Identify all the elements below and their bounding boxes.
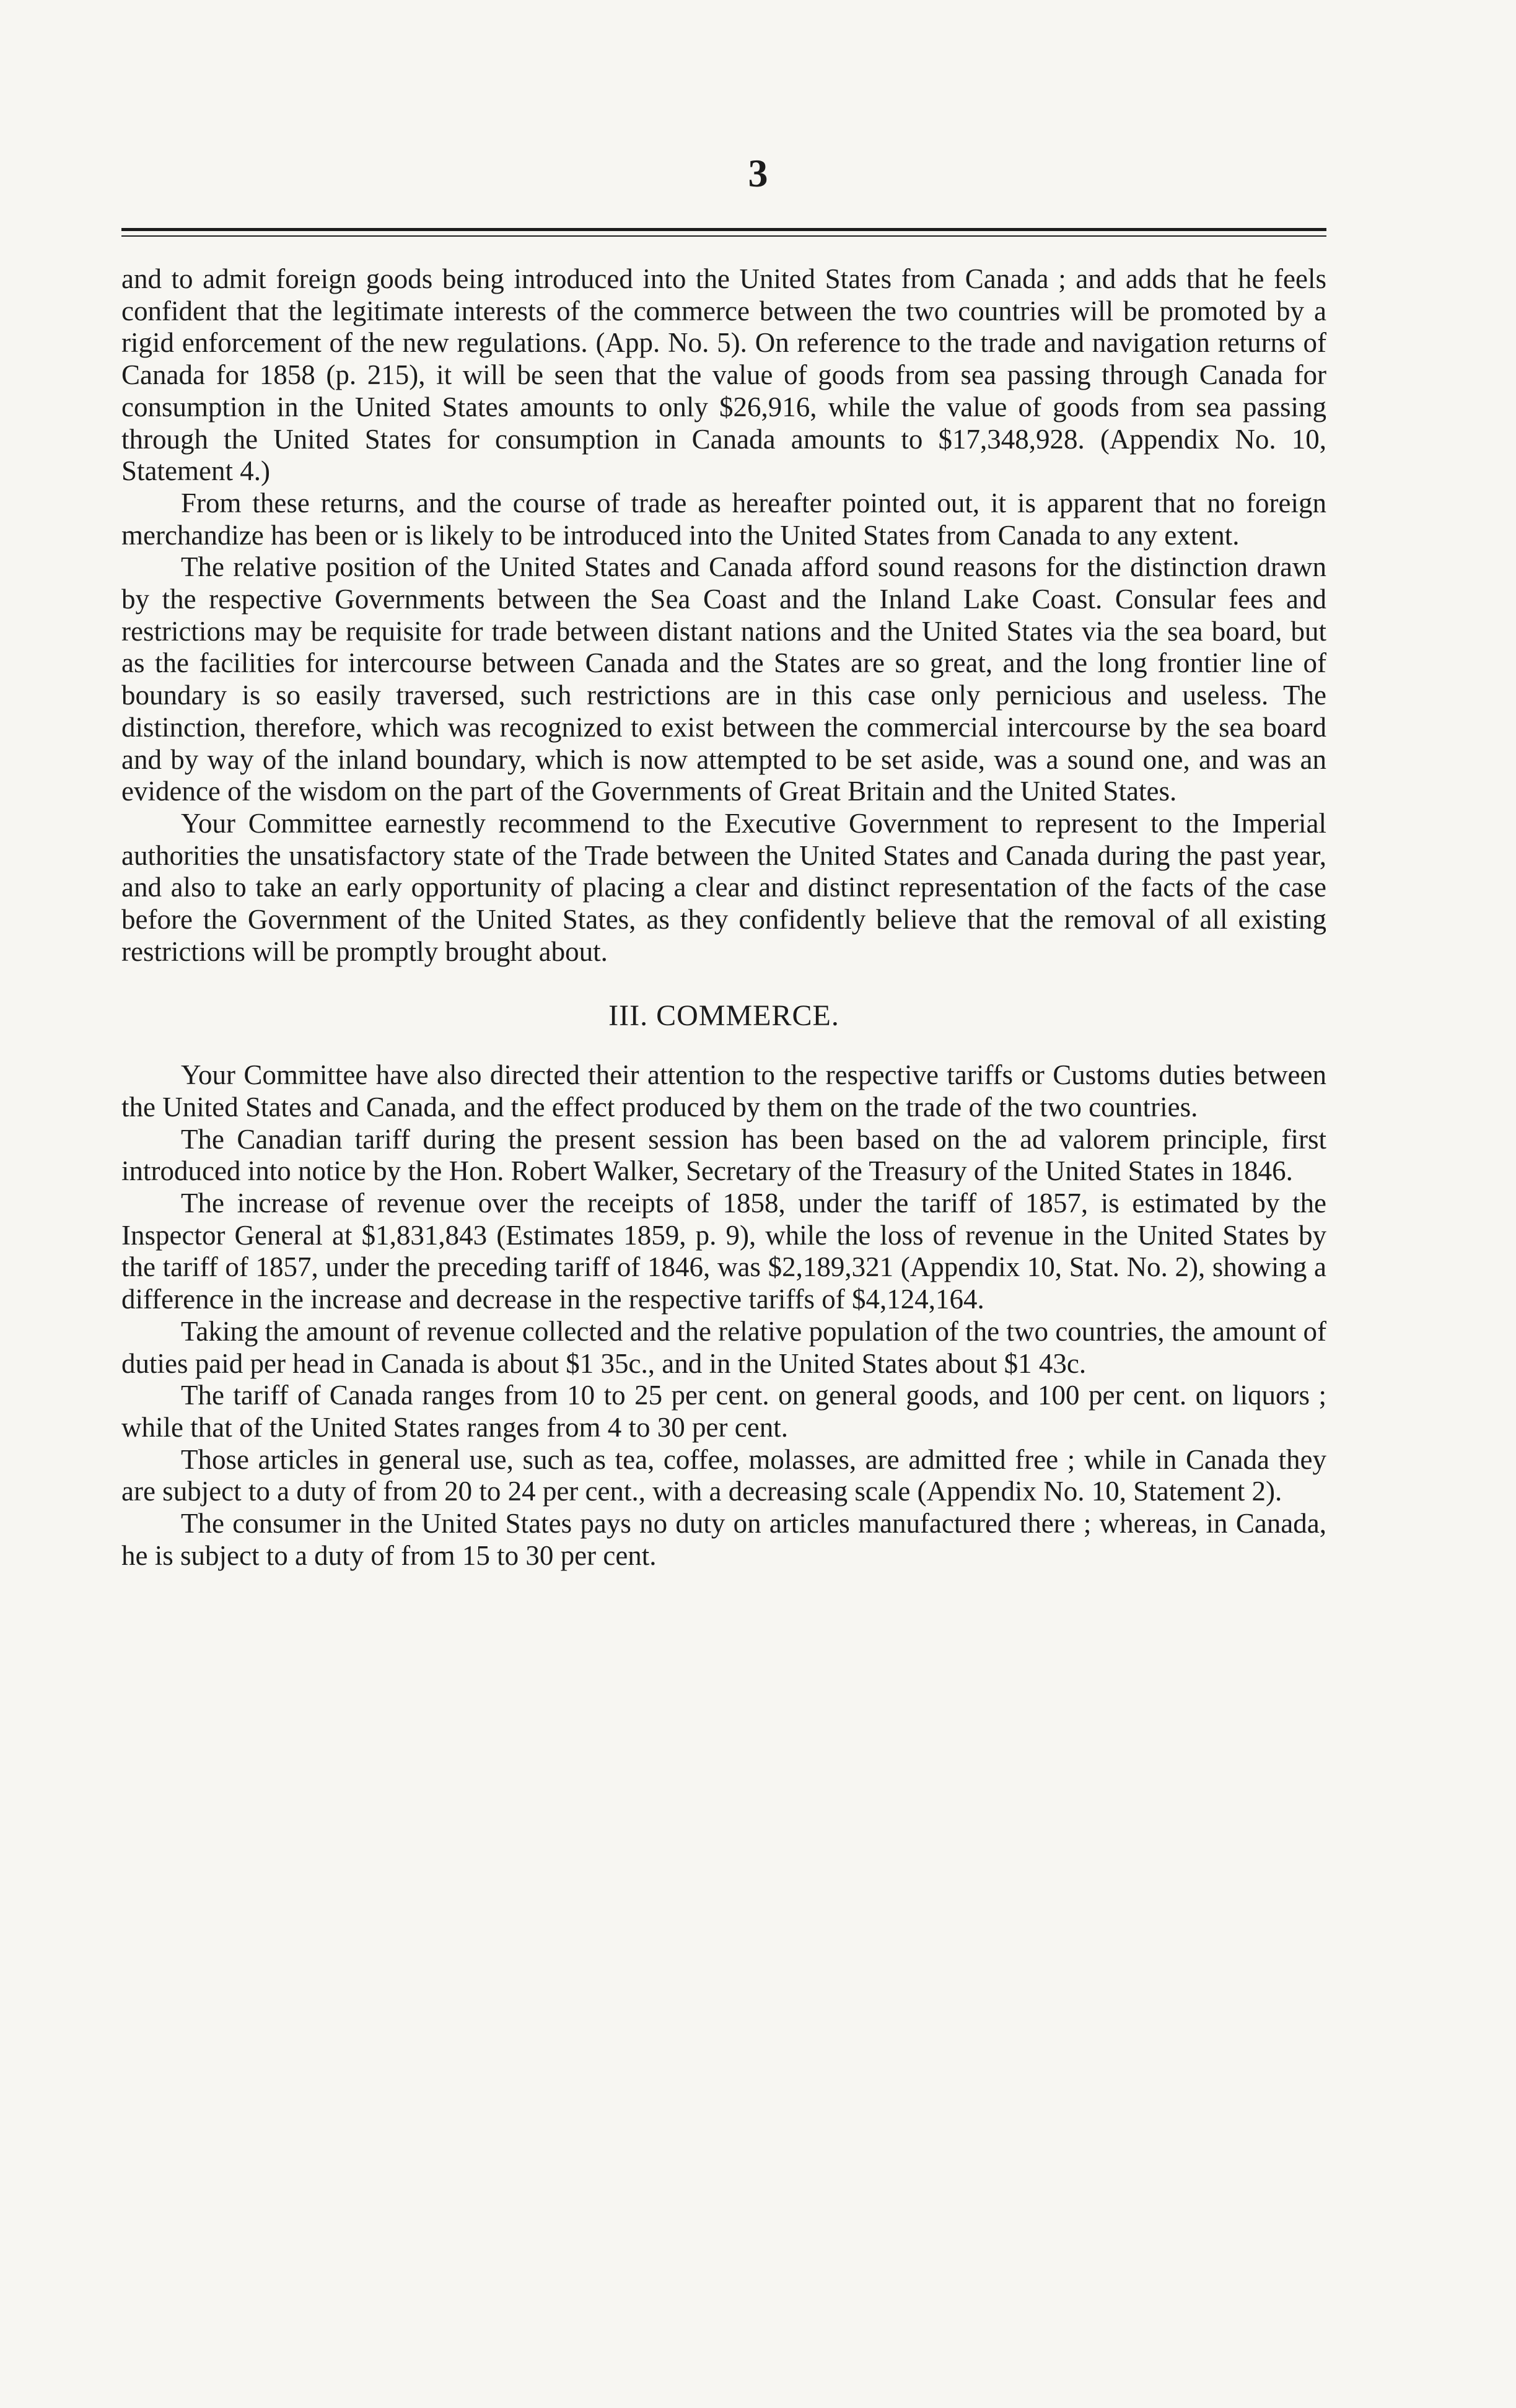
paragraph-general-articles: Those articles in general use, such as tea, coffee, molasses, are admitted free ; while in Canada they are subject to a duty of from 20 to 24 per cent., with a decreasing scale (Appendix No. 10, Statement 2). xyxy=(121,1443,1326,1507)
paragraph-continuation: and to admit foreign goods being introduced into the United States from Canada ; and adds that he feels confident that the legitimate interests of the commerce between the two countries will be promoted by a rigid enforcement of the new regulations. (App. No. 5). On reference to the trade and navigation returns of Canada for 1858 (p. 215), it will be seen that the value of goods from sea passing through Canada for consumption in the United States amounts to only $26,916, while the value of goods from sea passing through the United States for consumption in Canada amounts to $17,348,928. (Appendix No. 10, Statement 4.) xyxy=(121,263,1326,487)
header-rule-thick xyxy=(121,228,1326,231)
paragraph-canadian-tariff: The Canadian tariff during the present session has been based on the ad valorem principle, first introduced into notice by the Hon. Robert Walker, Secretary of the Treasury of the United States in 1846. xyxy=(121,1123,1326,1187)
paragraph-returns: From these returns, and the course of trade as hereafter pointed out, it is apparent that no foreign merchandize has been or is likely to be introduced into the United States from Canada to any extent. xyxy=(121,487,1326,551)
paragraph-duties-per-head: Taking the amount of revenue collected and the relative population of the two countries, the amount of duties paid per head in Canada is about $1 35c., and in the United States about $1 43c. xyxy=(121,1315,1326,1379)
paragraph-relative-position: The relative position of the United States and Canada afford sound reasons for the distinction drawn by the respective Governments between the Sea Coast and the Inland Lake Coast. Consular fees and restrictions may be requisite for trade between distant nations and the United States via the sea board, but as the facilities for intercourse between Canada and the States are so great, and the long frontier line of boundary is so easily traversed, such restrictions are in this case only pernicious and useless. The distinction, therefore, which was recognized to exist between the commercial intercourse by the sea board and by way of the inland boundary, which is now attempted to be set aside, was a sound one, and was an evidence of the wisdom on the part of the Governments of Great Britain and the United States. xyxy=(121,551,1326,807)
paragraph-recommendation: Your Committee earnestly recommend to the Executive Government to represent to the Imperial authorities the unsatisfactory state of the Trade between the United States and Canada during the past year, and also to take an early opportunity of placing a clear and distinct representation of the facts of the case before the Government of the United States, as they confidently believe that the removal of all existing restrictions will be promptly brought about. xyxy=(121,807,1326,967)
page-body xyxy=(121,263,1326,1572)
header-rule-thin xyxy=(121,235,1326,237)
section-heading-commerce: III. COMMERCE. xyxy=(608,999,839,1033)
paragraph-tariff-ranges: The tariff of Canada ranges from 10 to 25 per cent. on general goods, and 100 per cent. on liquors ; while that of the United States ranges from 4 to 30 per cent. xyxy=(121,1380,1326,1443)
paragraph-consumer-duty: The consumer in the United States pays no duty on articles manufactured there ; whereas, in Canada, he is subject to a duty of from 15 to 30 per cent. xyxy=(121,1508,1326,1571)
paragraph-tariffs-attention: Your Committee have also directed their attention to the respective tariffs or Customs duties between the United States and Canada, and the effect produced by them on the trade of the two countries. xyxy=(121,1059,1326,1123)
page-number: 3 xyxy=(748,151,768,195)
paragraph-revenue-increase: The increase of revenue over the receipts of 1858, under the tariff of 1857, is estimated by the Inspector General at $1,831,843 (Estimates 1859, p. 9), while the loss of revenue in the United States by the tariff of 1857, under the preceding tariff of 1846, was $2,189,321 (Appendix 10, Stat. No. 2), showing a difference in the increase and decrease in the respective tariffs of $4,124,164. xyxy=(121,1187,1326,1315)
